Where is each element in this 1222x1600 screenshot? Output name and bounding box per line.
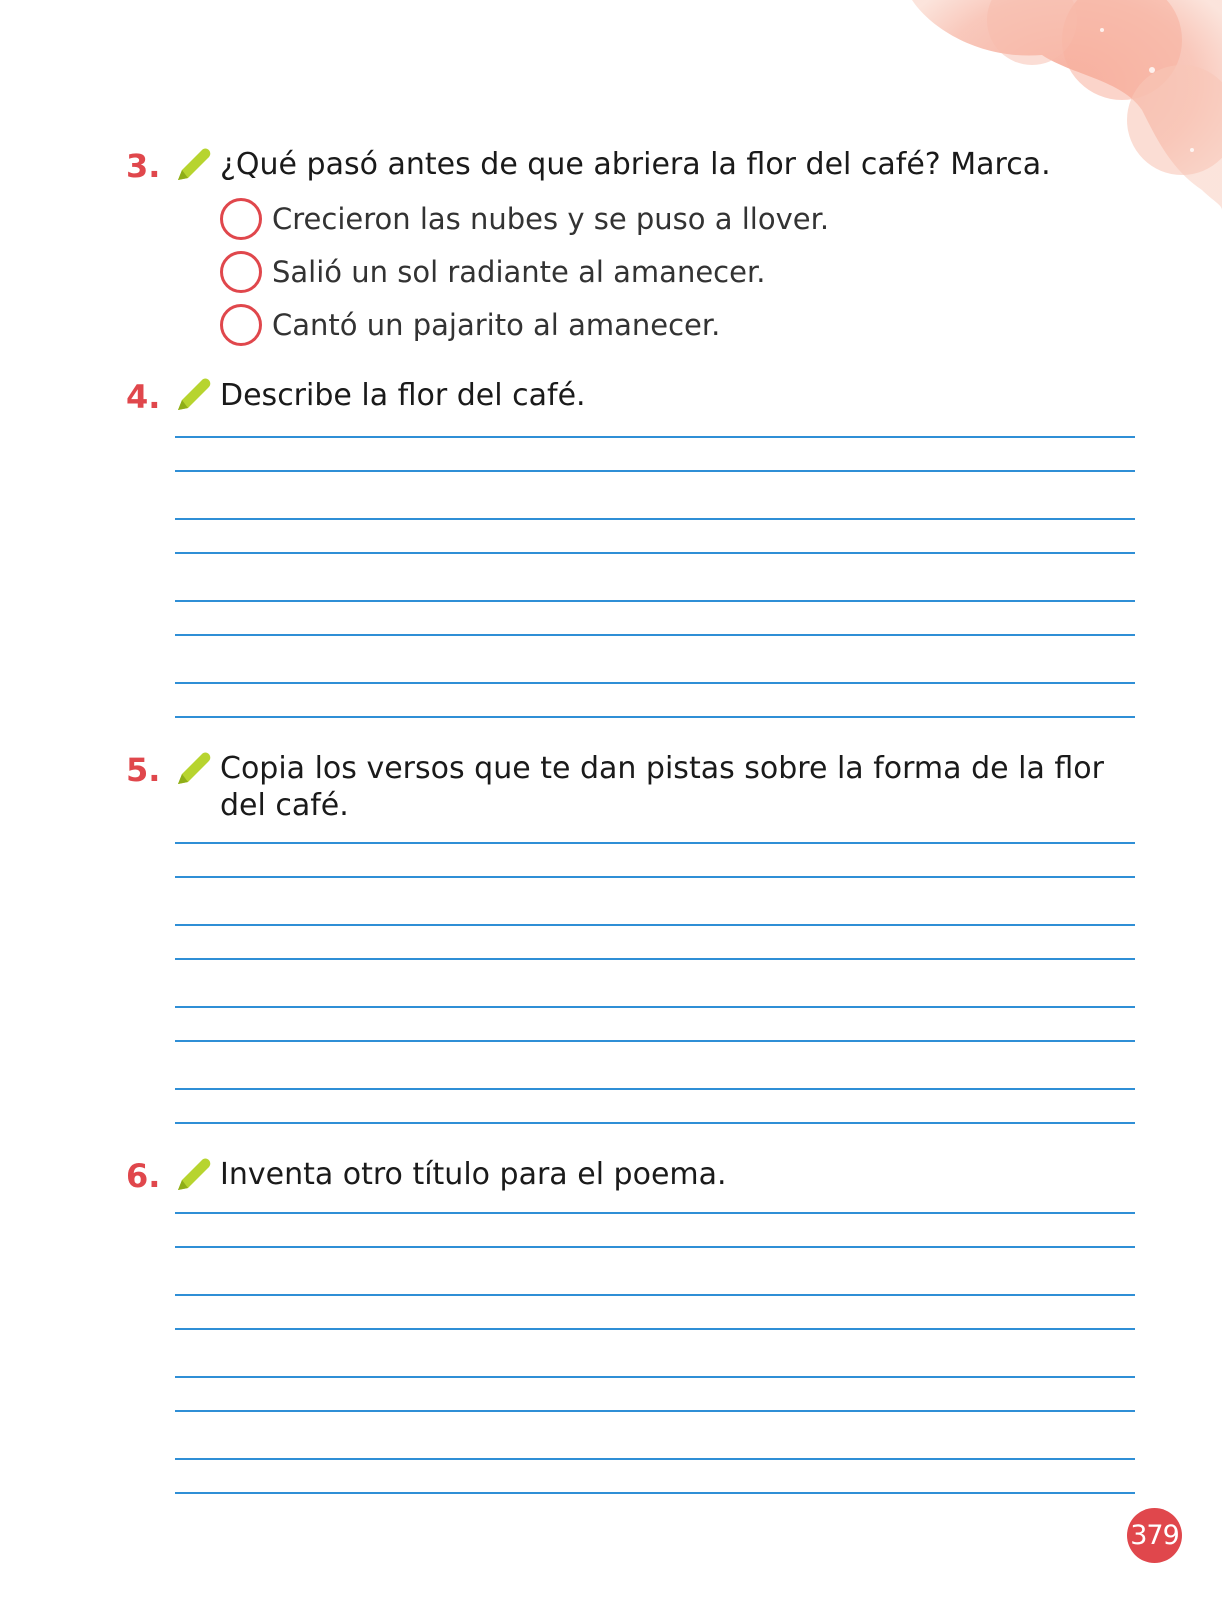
- watercolor-decoration: [822, 0, 1222, 220]
- radio-circle[interactable]: [220, 198, 262, 240]
- question-5-prompt-line-1: Copia los versos que te dan pistas sobre la forma de la flor: [220, 751, 1104, 786]
- option-3[interactable]: [220, 301, 720, 349]
- pencil-icon: [172, 1154, 214, 1196]
- question-6-number: 6.: [126, 1157, 161, 1195]
- question-5-number: 5.: [126, 751, 161, 789]
- writing-line: [175, 958, 1135, 960]
- writing-line: [175, 518, 1135, 520]
- writing-line: [175, 470, 1135, 472]
- question-3-number: 3.: [126, 147, 161, 185]
- page-number-badge: 379: [1127, 1508, 1182, 1563]
- question-3-prompt: ¿Qué pasó antes de que abriera la flor del café? Marca.: [220, 147, 1051, 182]
- option-1-label: Crecieron las nubes y se puso a llover.: [272, 201, 830, 236]
- option-2-label: Salió un sol radiante al amanecer.: [272, 254, 766, 289]
- writing-line: [175, 1122, 1135, 1124]
- writing-line: [175, 716, 1135, 718]
- question-4-number: 4.: [126, 378, 161, 416]
- writing-line: [175, 436, 1135, 438]
- writing-line: [175, 924, 1135, 926]
- writing-line: [175, 1328, 1135, 1330]
- writing-line: [175, 552, 1135, 554]
- writing-line: [175, 1492, 1135, 1494]
- radio-circle[interactable]: [220, 304, 262, 346]
- writing-line: [175, 600, 1135, 602]
- option-2[interactable]: [220, 248, 765, 296]
- writing-line: [175, 876, 1135, 878]
- writing-line: [175, 1294, 1135, 1296]
- question-4-prompt: Describe la flor del café.: [220, 378, 586, 413]
- writing-line: [175, 1040, 1135, 1042]
- writing-line: [175, 1088, 1135, 1090]
- writing-line: [175, 1458, 1135, 1460]
- option-1[interactable]: [220, 195, 829, 243]
- question-6-prompt: Inventa otro título para el poema.: [220, 1157, 727, 1192]
- writing-line: [175, 1376, 1135, 1378]
- writing-line: [175, 1006, 1135, 1008]
- writing-line: [175, 1212, 1135, 1214]
- pencil-icon: [172, 374, 214, 416]
- writing-line: [175, 842, 1135, 844]
- question-5-prompt-line-2: del café.: [220, 788, 349, 823]
- option-3-label: Cantó un pajarito al amanecer.: [272, 307, 721, 342]
- writing-line: [175, 1410, 1135, 1412]
- radio-circle[interactable]: [220, 251, 262, 293]
- pencil-icon: [172, 748, 214, 790]
- writing-line: [175, 634, 1135, 636]
- pencil-icon: [172, 144, 214, 186]
- writing-line: [175, 682, 1135, 684]
- writing-line: [175, 1246, 1135, 1248]
